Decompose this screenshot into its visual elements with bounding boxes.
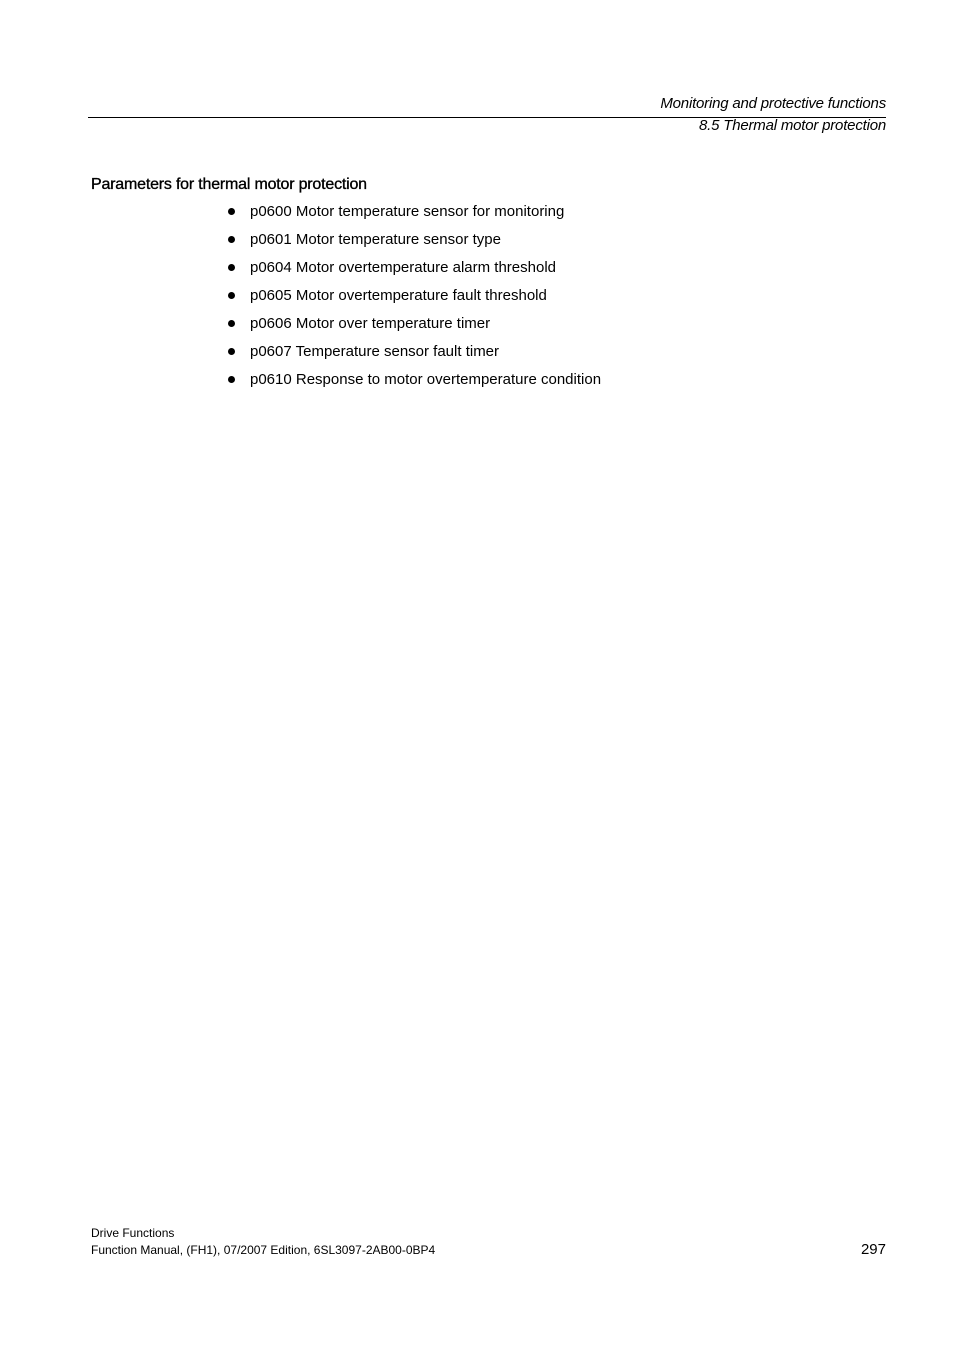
footer-manual-info: Function Manual, (FH1), 07/2007 Edition, 6SL3097-2AB00-0BP4 <box>91 1243 436 1257</box>
bullet-icon <box>228 348 235 355</box>
footer-product-name: Drive Functions <box>91 1226 175 1240</box>
list-item-text: p0607 Temperature sensor fault timer <box>250 343 500 360</box>
list-item-text: p0604 Motor overtemperature alarm threshold <box>250 259 556 276</box>
bullet-icon <box>228 208 235 215</box>
bullet-icon <box>228 320 235 327</box>
bullet-icon <box>228 236 235 243</box>
header-section-title: 8.5 Thermal motor protection <box>699 117 886 134</box>
page-number: 297 <box>860 1241 886 1258</box>
bullet-icon <box>228 264 235 271</box>
list-item-text: p0601 Motor temperature sensor type <box>250 231 501 248</box>
bullet-icon <box>228 292 235 299</box>
list-item-text: p0610 Response to motor overtemperature condition <box>250 371 602 388</box>
list-item-text: p0606 Motor over temperature timer <box>250 315 491 332</box>
header-chapter-title: Monitoring and protective functions <box>660 95 886 112</box>
bullet-icon <box>228 376 235 383</box>
list-item-text: p0600 Motor temperature sensor for monitoring <box>250 203 565 220</box>
list-item-text: p0605 Motor overtemperature fault threshold <box>250 287 547 304</box>
section-heading: Parameters for thermal motor protection <box>91 176 367 193</box>
